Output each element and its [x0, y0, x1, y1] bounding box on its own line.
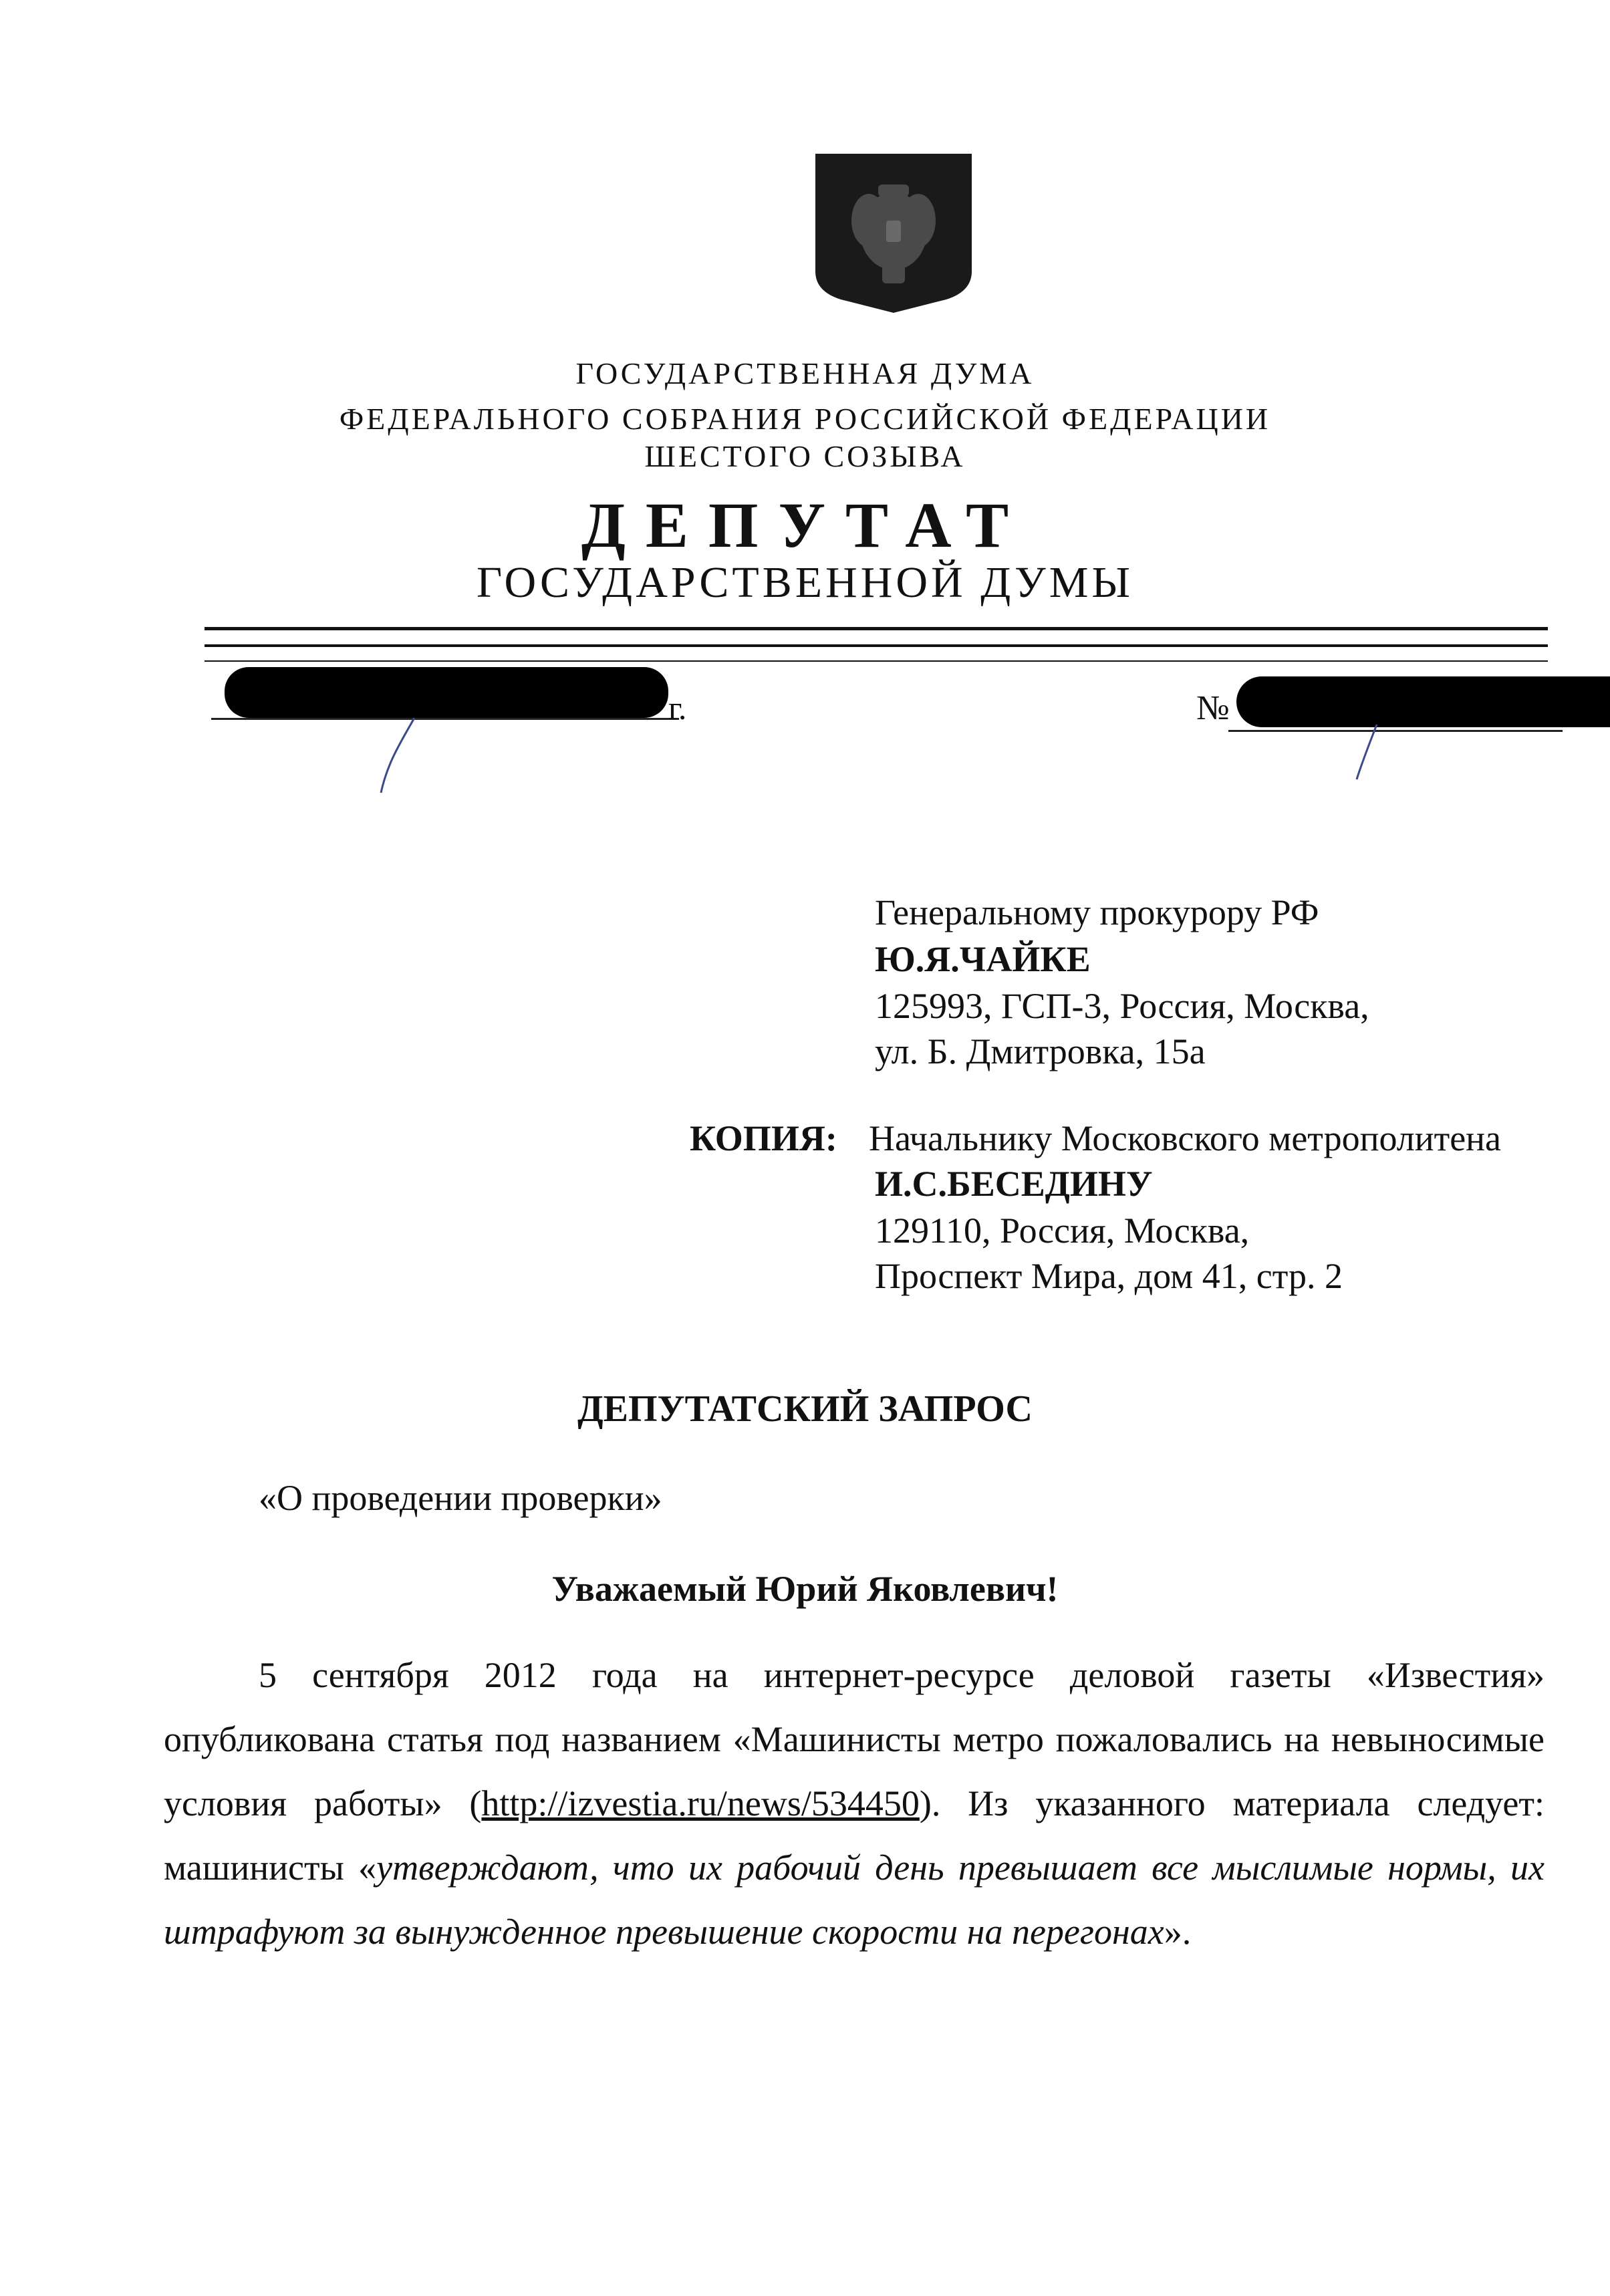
salutation: Уважаемый Юрий Яковлевич! — [551, 1569, 1059, 1609]
copy-label: КОПИЯ: — [690, 1118, 837, 1158]
date-suffix: г. — [668, 689, 687, 727]
header-line-1: ГОСУДАРСТВЕННАЯ ДУМА — [575, 356, 1035, 390]
header-divider — [205, 627, 1548, 630]
source-link[interactable]: http://izvestia.ru/news/534450 — [481, 1783, 920, 1823]
header-line-2: ФЕДЕРАЛЬНОГО СОБРАНИЯ РОССИЙСКОЙ ФЕДЕРАЦИИ — [339, 402, 1271, 436]
redacted-number — [1236, 676, 1610, 727]
copy-address-line-2: Проспект Мира, дом 41, стр. 2 — [875, 1256, 1343, 1296]
recipient-address-line-2: ул. Б. Дмитровка, 15а — [875, 1031, 1206, 1071]
body-text: 5 сентября 2012 года на интернет-ресурсе деловой газеты «Известия» опубликована статья под названием «Машинисты метро пожаловались на невыносимые условия работы» ( — [164, 1655, 1545, 1823]
handwritten-mark-icon — [1350, 722, 1383, 782]
date-underline — [211, 718, 679, 720]
document-title: ДЕПУТАТСКИЙ ЗАПРОС — [577, 1388, 1033, 1430]
body-text: ). Из указанного материала следует: машинисты « — [164, 1783, 1545, 1888]
recipient-name: Ю.Я.ЧАЙКЕ — [875, 939, 1091, 979]
body-quote: утверждают, что их рабочий день превышает все мыслимые нормы, их штрафуют за вынужденное превышение скорости на перегонах — [164, 1847, 1545, 1952]
recipient-position: Генеральному прокурору РФ — [875, 892, 1319, 932]
number-underline — [1228, 730, 1563, 732]
recipient-address-line-1: 125993, ГСП-3, Россия, Москва, — [875, 986, 1369, 1026]
body-paragraph — [164, 1643, 1545, 1964]
number-prefix: № — [1196, 689, 1230, 727]
handwritten-mark-icon — [374, 715, 434, 795]
copy-recipient-position: Начальнику Московского метрополитена — [869, 1118, 1502, 1158]
header-divider — [205, 660, 1548, 662]
state-emblem-icon — [813, 151, 974, 314]
header-divider — [205, 644, 1548, 647]
copy-recipient-name: И.С.БЕСЕДИНУ — [875, 1164, 1153, 1204]
redacted-date — [225, 667, 668, 718]
body-text: ». — [1164, 1912, 1192, 1952]
header-subtitle: ГОСУДАРСТВЕННОЙ ДУМЫ — [476, 558, 1133, 607]
header-title: ДЕПУТАТ — [581, 489, 1029, 561]
document-subject: «О проведении проверки» — [259, 1478, 662, 1518]
header-line-3: ШЕСТОГО СОЗЫВА — [644, 439, 966, 473]
copy-address-line-1: 129110, Россия, Москва, — [875, 1210, 1250, 1251]
